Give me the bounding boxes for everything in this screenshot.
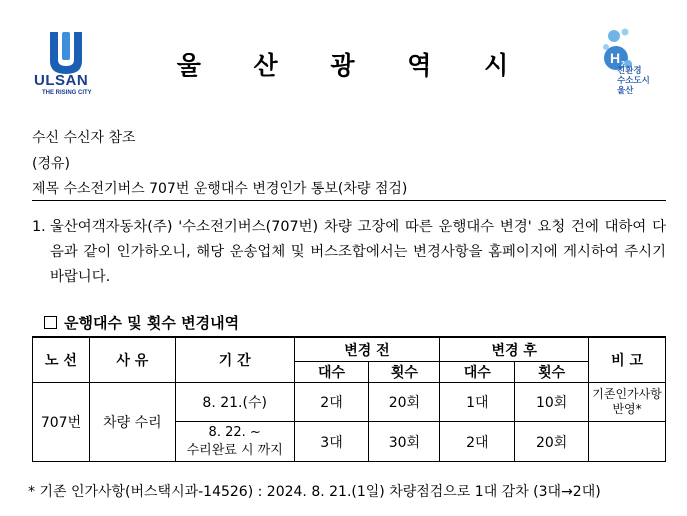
paragraph-text: 울산여객자동차(주) '수소전기버스(707번) 차량 고장에 따른 운행대수 변경' 요청 건에 대하여 다음과 같이 인가하오니, 해당 운송업체 및 버스조합에서는 변경사항을 홈페이지에 게시하여 주시기 바랍니다. — [50, 219, 666, 285]
header-note: 비 고 — [589, 337, 666, 383]
table-row — [33, 383, 666, 422]
cell-after-count: 2대 — [440, 422, 515, 462]
cell-before-count: 2대 — [294, 383, 369, 422]
checkbox-square-icon — [44, 316, 57, 329]
paragraph-number: 1. — [32, 219, 46, 235]
cell-reason: 차량 수리 — [89, 383, 175, 462]
header-after: 변경 후 — [440, 337, 589, 362]
cell-route: 707번 — [33, 383, 90, 462]
cell-after-trips: 20회 — [515, 422, 589, 462]
header-after-count: 대수 — [440, 362, 515, 383]
header-after-trips: 횟수 — [515, 362, 589, 383]
cell-after-trips: 10회 — [515, 383, 589, 422]
cell-period: 8. 21.(수) — [175, 383, 294, 422]
ulsan-logo-text: ULSAN — [34, 72, 89, 89]
document-title: 울 산 광 역 시 — [176, 51, 531, 80]
svg-text:2: 2 — [621, 61, 625, 68]
cell-period: 8. 22. ~ 수리완료 시 까지 — [175, 422, 294, 462]
via-line: (경유) — [32, 156, 70, 172]
cell-before-trips: 20회 — [369, 383, 440, 422]
change-details-table — [32, 336, 666, 462]
subject-divider — [32, 200, 666, 201]
section-heading: 운행대수 및 횟수 변경내역 — [44, 312, 239, 333]
header-route: 노 선 — [33, 337, 90, 383]
header-period: 기 간 — [175, 337, 294, 383]
header-before-count: 대수 — [294, 362, 369, 383]
cell-before-count: 3대 — [294, 422, 369, 462]
cell-note: 기존인가사항 반영* — [589, 383, 666, 422]
recipient-line: 수신 수신자 참조 — [32, 130, 136, 146]
ulsan-logo-tagline: THE RISING CITY — [42, 90, 92, 96]
cell-note — [589, 422, 666, 462]
cell-before-trips: 30회 — [369, 422, 440, 462]
header-before: 변경 전 — [294, 337, 440, 362]
cell-after-count: 1대 — [440, 383, 515, 422]
header-before-trips: 횟수 — [369, 362, 440, 383]
hydrogen-city-logo-text: 친환경 수소도시 울산 — [617, 66, 650, 96]
footnote: * 기존 인가사항(버스택시과-14526) : 2024. 8. 21.(1일) 차량점검으로 1대 감차 (3대→2대) — [28, 484, 601, 500]
svg-text:H: H — [610, 50, 621, 66]
subject-line: 제목 수소전기버스 707번 운행대수 변경인가 통보(차량 점검) — [32, 181, 408, 197]
header-reason: 사 유 — [89, 337, 175, 383]
